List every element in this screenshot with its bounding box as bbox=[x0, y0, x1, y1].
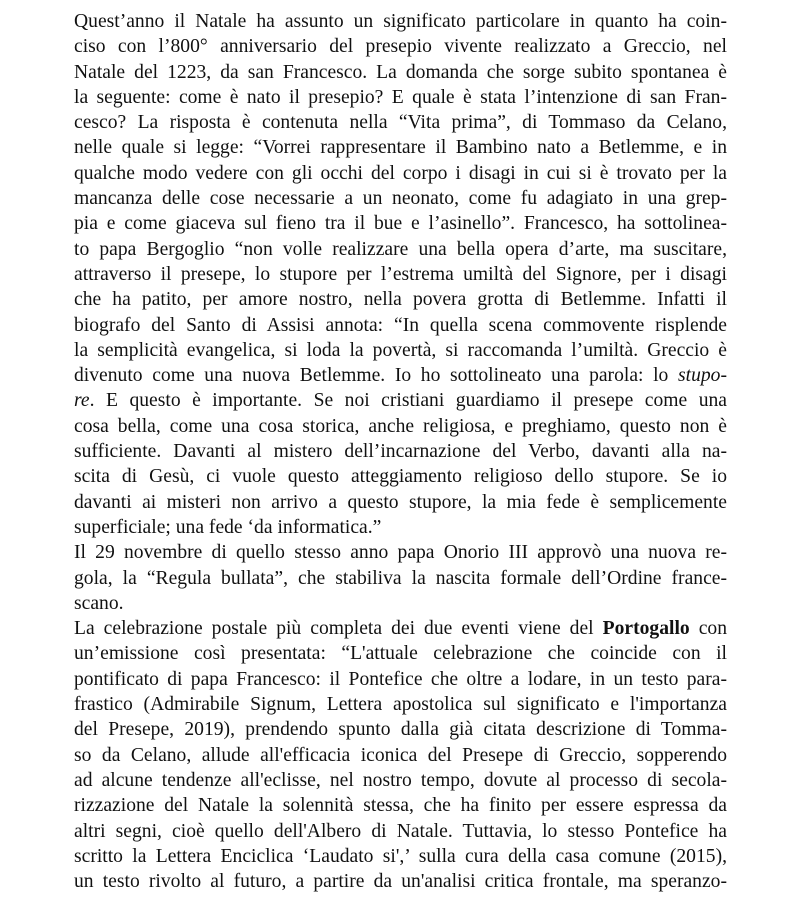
text-line: cosa bella, come una cosa storica, anche religiosa, e preghiamo, questo non è bbox=[74, 415, 727, 437]
text-line: altri segni, cioè quello dell'Albero di Natale. Tuttavia, lo stesso Pontefice ha bbox=[74, 820, 727, 842]
text-line: nelle quale si legge: “Vorrei rappresentare il Bambino nato a Betlemme, e in bbox=[74, 137, 727, 159]
text-line: rizzazione del Natale la solennità stessa, che ha finito per essere espressa da bbox=[74, 795, 727, 817]
text-line bbox=[74, 388, 727, 413]
text-line: pia e come giaceva sul fieno tra il bue e l’asinello”. Francesco, ha sottolinea- bbox=[74, 213, 727, 235]
text-line: un testo rivolto al futuro, a partire da un'analisi critica frontale, ma speranzo- bbox=[74, 871, 727, 893]
text-line: scritto la Lettera Enciclica ‘Laudato si',’ sulla cura della casa comune (2015), bbox=[74, 845, 727, 867]
text-line: Quest’anno il Natale ha assunto un significato particolare in quanto ha coin- bbox=[74, 11, 727, 32]
text-line: frastico (Admirabile Signum, Lettera apostolica sul significato e l'importanza bbox=[74, 694, 727, 716]
text-line: un’emissione così presentata: “L'attuale celebrazione che coincide con il bbox=[74, 643, 727, 665]
bold-word-portogallo: Portogallo bbox=[602, 618, 690, 640]
italic-word-stupore-end: re bbox=[74, 390, 90, 412]
italic-word-stupore: stupo- bbox=[678, 365, 727, 387]
text-line: pontificato di papa Francesco: il Pontefice che oltre a lodare, in un testo para- bbox=[74, 668, 727, 690]
text-line: la semplicità evangelica, si loda la povertà, si raccomanda l’umiltà. Greccio è bbox=[74, 339, 727, 361]
text-line: so da Celano, allude all'efficacia iconica del Presepe di Greccio, sopperendo bbox=[74, 744, 727, 766]
text-line: la seguente: come è nato il presepio? E quale è stata l’intenzione di san Fran- bbox=[74, 86, 727, 108]
text-line: ciso con l’800° anniversario del presepio vivente realizzato a Greccio, nel bbox=[74, 36, 727, 58]
text-line: biografo del Santo di Assisi annota: “In quella scena commovente risplende bbox=[74, 314, 727, 336]
text-run: con bbox=[689, 618, 727, 640]
text-line: sufficiente. Davanti al mistero dell’incarnazione del Verbo, davanti alla na- bbox=[74, 441, 727, 463]
text-line: mancanza delle cose necessarie a un neonato, come fu adagiato in una grep- bbox=[74, 188, 727, 210]
text-line bbox=[74, 363, 727, 388]
text-line: ad alcune tendenze all'eclisse, nel nostro tempo, dovute al processo di secola- bbox=[74, 769, 727, 791]
paragraph-regula-bullata bbox=[74, 540, 727, 616]
text-run: . E questo è importante. Se noi cristiani guardiamo il presepe come una bbox=[89, 390, 727, 412]
text-line: attraverso il presepe, lo stupore per l’estrema umiltà del Signore, per i disagi bbox=[74, 263, 727, 285]
text-line: del Presepe, 2019), prendendo spunto dalla già citata descrizione di Tomma- bbox=[74, 719, 727, 741]
text-line: scita di Gesù, ci vuole questo atteggiamento religioso dello stupore. Se io bbox=[74, 466, 727, 488]
text-line: cesco? La risposta è contenuta nella “Vita prima”, di Tommaso da Celano, bbox=[74, 112, 727, 134]
text-line: superficiale; una fede ‘da informatica.” bbox=[74, 516, 382, 538]
text-line: davanti ai misteri non arrivo a questo stupore, la mia fede è semplicemente bbox=[74, 491, 727, 513]
paragraph-portugal-stamp bbox=[74, 616, 727, 894]
text-line bbox=[74, 616, 727, 641]
text-line: Natale del 1223, da san Francesco. La domanda che sorge subito spontanea è bbox=[74, 61, 727, 83]
text-line: qualche modo vedere con gli occhi del corpo i disagi in cui si è trovato per la bbox=[74, 162, 727, 184]
document-page bbox=[74, 9, 727, 894]
text-line: gola, la “Regula bullata”, che stabiliva la nascita formale dell’Ordine france- bbox=[74, 567, 727, 589]
text-line: to papa Bergoglio “non volle realizzare una bella opera d’arte, ma suscitare, bbox=[74, 238, 727, 260]
text-line: scano. bbox=[74, 592, 124, 614]
text-run: La celebrazione postale più completa dei due eventi viene del bbox=[74, 618, 603, 640]
paragraph-greccio-nativity bbox=[74, 9, 727, 540]
text-line: Il 29 novembre di quello stesso anno papa Onorio III approvò una nuova re- bbox=[74, 542, 727, 564]
text-run: divenuto come una nuova Betlemme. Io ho sottolineato una parola: lo bbox=[74, 365, 679, 387]
text-line: che ha patito, per amore nostro, nella povera grotta di Betlemme. Infatti il bbox=[74, 289, 727, 311]
